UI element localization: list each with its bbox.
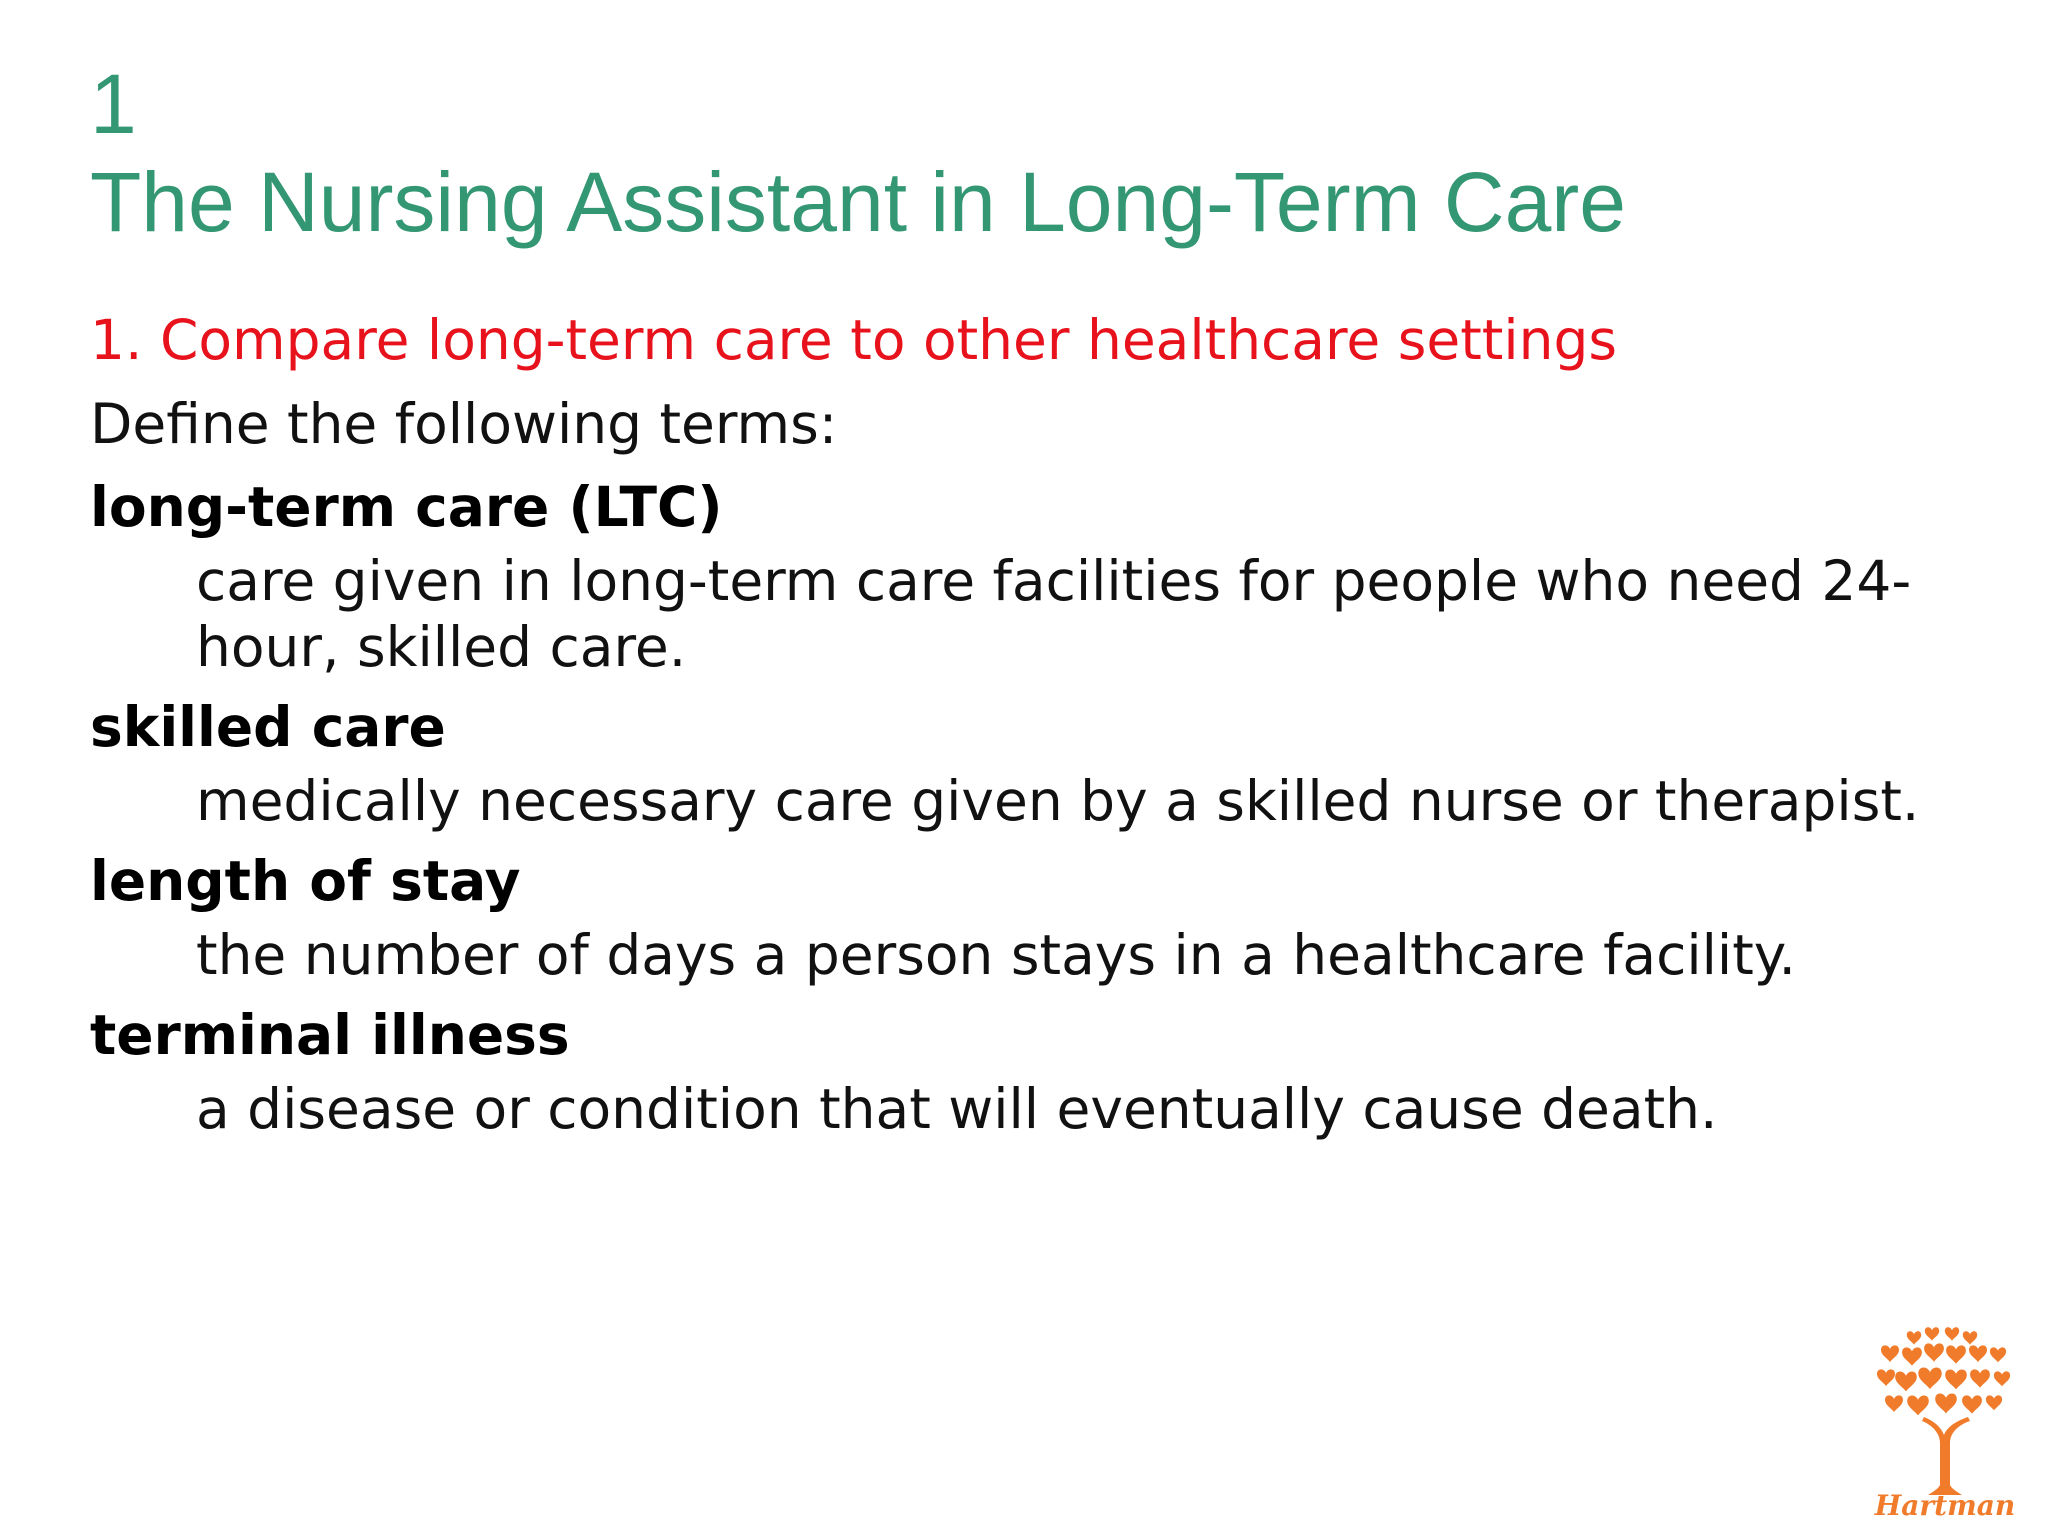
slide-content [90, 300, 1920, 1146]
term-definition: a disease or condition that will eventually cause death. [196, 1077, 1718, 1141]
term-block-ltc [90, 464, 1910, 680]
term-definition: the number of days a person stays in a healthcare facility. [196, 923, 1796, 987]
chapter-title: The Nursing Assistant in Long-Term Care [90, 155, 1626, 249]
hartman-logo [1870, 1325, 2020, 1520]
term: length of stay [90, 849, 521, 913]
term-block-length-of-stay [90, 838, 1910, 988]
term: skilled care [90, 695, 446, 759]
logo-wordmark: Hartman [1874, 1489, 2016, 1520]
term-block-terminal-illness [90, 992, 1910, 1142]
term-block-skilled-care [90, 684, 1920, 834]
term-definition: medically necessary care given by a skilled nurse or therapist. [196, 769, 1920, 833]
term-definition: care given in long-term care facilities for people who need 24-hour, skilled care. [196, 549, 1912, 679]
chapter-number: 1 [90, 57, 137, 151]
intro-text: Define the following terms: [90, 392, 838, 456]
term: long-term care (LTC) [90, 475, 723, 539]
learning-objective: 1. Compare long-term care to other healthcare settings [90, 308, 1618, 372]
heart-tree-icon [1877, 1327, 2010, 1495]
term: terminal illness [90, 1003, 570, 1067]
